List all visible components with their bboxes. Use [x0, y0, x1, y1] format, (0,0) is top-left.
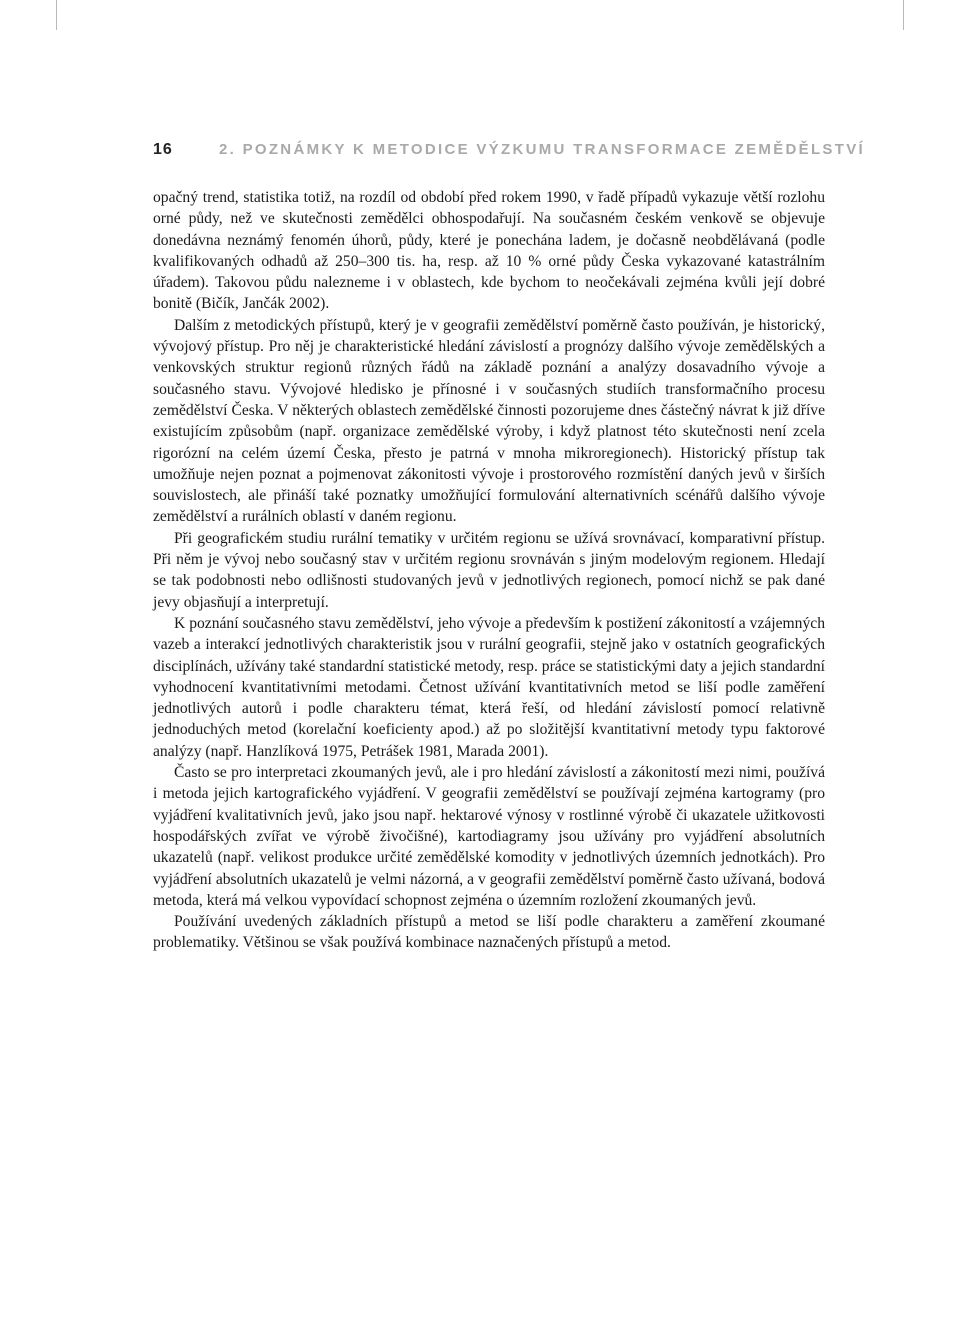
crop-mark-left [56, 0, 57, 30]
paragraph-5: Často se pro interpretaci zkoumaných jevů, ale i pro hledání závislostí a zákonitostí mezi nimi, používá i metoda jejich kartografického vyjádření. V geografii zemědělství se používají zejména kartogramy (pro vyjádření kvalitativních jevů, jako jsou např. hektarové výnosy v rostlinné výrobě či ukazatele užitkovosti hospodářských zvířat ve výrobě živočišné), kartodiagramy jsou užívány pro vyjádření absolutních ukazatelů (např. velikost produkce určité zemědělské komodity v jednotlivých územních jednotkách). Pro vyjádření absolutních ukazatelů je velmi názorná, a v geografii zemědělství poměrně často užívaná, bodová metoda, která má velkou vypovídací schopnost zejména o územním rozložení zkoumaných jevů. [153, 764, 825, 909]
crop-mark-right [903, 0, 904, 30]
paragraph-4: K poznání současného stavu zemědělství, jeho vývoje a především k postižení zákonitostí a vzájemných vazeb a interakcí jednotlivých charakteristik jsou v rurální geografii, stejně jako v ostatních geografických disciplínách, užívány také standardní statistické metody, resp. práce se statistickými daty a jejich standardní vyhodnocení kvantitativními metodami. Četnost užívání kvantitativních metod se liší podle zaměření jednotlivých autorů i podle charakteru témat, která řeší, od hledání závislostí pomocí relativně jednoduchých metod (korelační koeficienty apod.) až po složitější kvantitativní metody typu faktorové analýzy (např. Hanzlíková 1975, Petrášek 1981, Marada 2001). [153, 614, 825, 760]
paragraph-3: Při geografickém studiu rurální tematiky v určitém regionu se užívá srovnávací, komparativní přístup. Při něm je vývoj nebo současný stav v určitém regionu srovnáván s jiným modelovým regionem. Hledají se tak podobnosti nebo odlišnosti studovaných jevů v jednotlivých regionech, pomocí nichž se pak dané jevy objasňují a interpretují. [153, 529, 825, 611]
page-number: 16 [153, 141, 173, 158]
paragraph-6: Používání uvedených základních přístupů a metod se liší podle charakteru a zaměření zkoumané problematiky. Většinou se však používá kombinace naznačených přístupů a metod. [153, 913, 825, 952]
running-head [153, 141, 865, 163]
paragraph-2: Dalším z metodických přístupů, který je v geografii zemědělství poměrně často používán, je historický, vývojový přístup. Pro něj je charakteristické hledání závislostí a prognózy dalšího vývoje zemědělských a venkovských struktur regionů různých řádů na základě poznání a analýzy dosavadního vývoje a současného stavu. Vývojové hledisko je přínosné i v současných studiích transformačního procesu zemědělství Česka. V některých oblastech zemědělské činnosti pozorujeme dnes částečný návrat k již dříve existujícím způsobům (např. organizace zemědělské výroby, i když platnost této skutečnosti není zcela rigorózní na celém území Česka, přesto je patrná v mnoha mikroregionech). Historický přístup tak umožňuje nejen poznat a pojmenovat zákonitosti vývoje i prostorového rozmístění daných jevů v širších souvislostech, ale přináší také poznatky umožňující formulování alternativních scénářů dalšího vývoje zemědělství a rurálních oblastí v daném regionu. [153, 316, 825, 526]
body-text [153, 187, 825, 954]
paragraph-1: opačný trend, statistika totiž, na rozdíl od období před rokem 1990, v řadě případů vykazuje větší rozlohu orné půdy, než ve skutečnosti zemědělci obhospodařují. Na současném českém venkově se objevuje donedávna neznámý fenomén úhorů, půdy, které je ponechána ladem, je dočasně neobdělávaná (podle kvalifikovaných odhadů až 250–300 tis. ha, resp. až 10 % orné půdy Česka vykazované katastrálním úřadem). Takovou půdu nalezneme i v oblastech, kde bychom to neočekávali zejména kvůli její dobré bonitě (Bičík, Jančák 2002). [153, 189, 825, 313]
chapter-title: 2. POZNÁMKY K METODICE VÝZKUMU TRANSFORMACE ZEMĚDĚLSTVÍ [219, 141, 865, 158]
